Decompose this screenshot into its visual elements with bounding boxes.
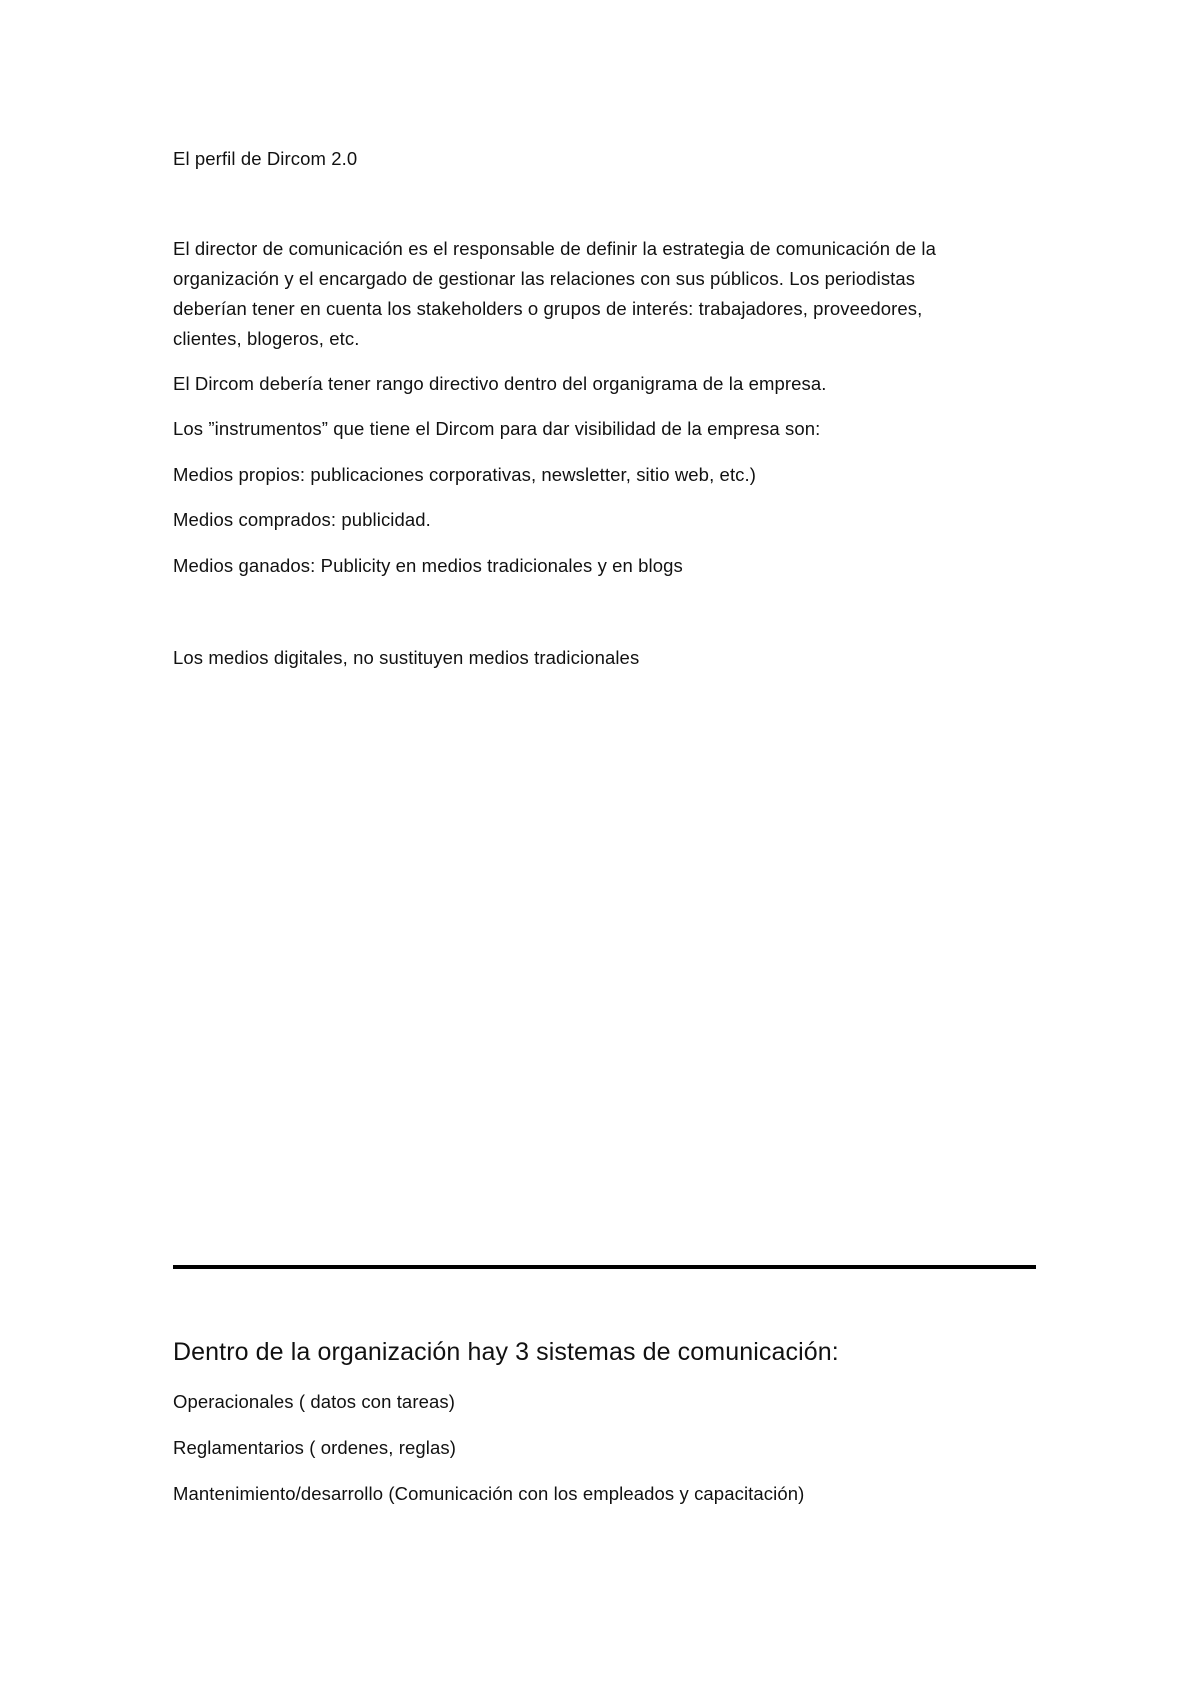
medios-item: Medios propios: publicaciones corporativas, newsletter, sitio web, etc.): [173, 464, 757, 485]
horizontal-divider: [173, 1265, 1036, 1269]
medios-item: Medios ganados: Publicity en medios tradicionales y en blogs: [173, 555, 683, 576]
section-heading: Dentro de la organización hay 3 sistemas de comunicación:: [173, 1338, 839, 1366]
paragraph-line: clientes, blogeros, etc.: [173, 328, 360, 349]
list-item: Operacionales ( datos con tareas): [173, 1391, 455, 1412]
list-item: Mantenimiento/desarrollo (Comunicación con los empleados y capacitación): [173, 1483, 805, 1504]
paragraph-line: El director de comunicación es el responsable de definir la estrategia de comunicación de la: [173, 238, 936, 259]
paragraph-line: deberían tener en cuenta los stakeholders o grupos de interés: trabajadores, proveedores,: [173, 298, 923, 319]
paragraph-line: Los medios digitales, no sustituyen medios tradicionales: [173, 647, 640, 668]
paragraph-line: organización y el encargado de gestionar las relaciones con sus públicos. Los periodistas: [173, 268, 916, 289]
paragraph-line: Los ”instrumentos” que tiene el Dircom para dar visibilidad de la empresa son:: [173, 418, 821, 439]
paragraph-line: El Dircom debería tener rango directivo dentro del organigrama de la empresa.: [173, 373, 827, 394]
medios-item: Medios comprados: publicidad.: [173, 509, 431, 530]
document-title: El perfil de Dircom 2.0: [173, 148, 358, 169]
list-item: Reglamentarios ( ordenes, reglas): [173, 1437, 456, 1458]
